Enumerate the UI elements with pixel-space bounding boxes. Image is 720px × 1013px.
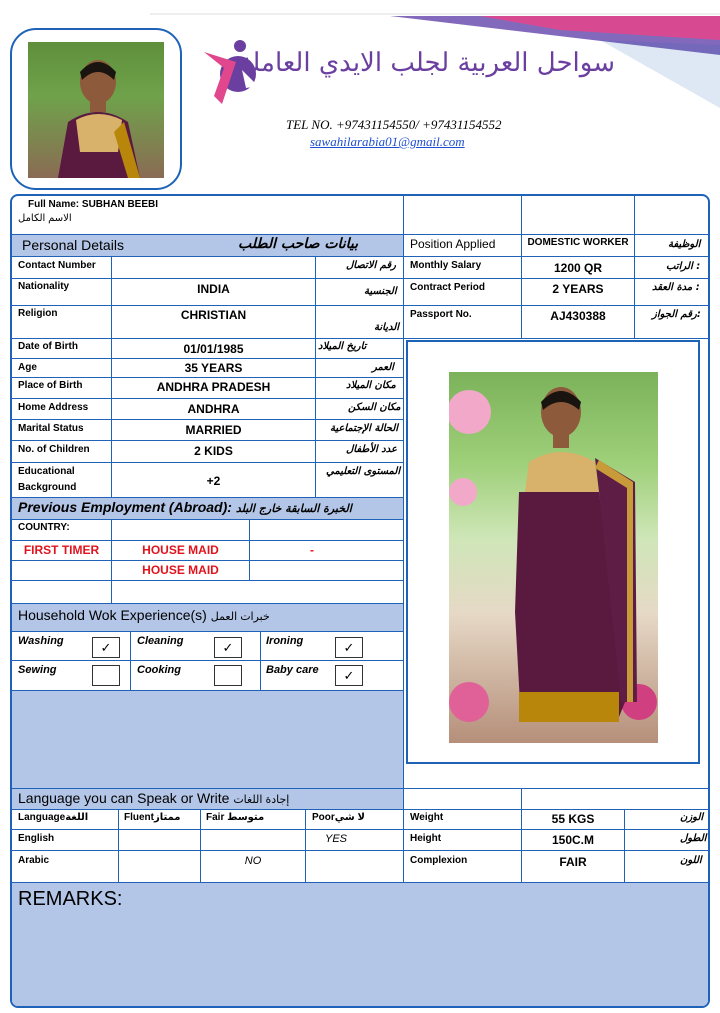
monthly-salary-ar: الراتب :	[666, 261, 701, 272]
personal-details-title: Personal Details	[22, 237, 124, 253]
remarks-title: REMARKS:	[18, 888, 123, 910]
marital-status-ar: الحالة الإجتماعية	[330, 423, 399, 434]
personal-details-title-ar: بيانات صاحب الطلب	[238, 236, 359, 252]
language-col-poor: Poorلا شي	[312, 812, 365, 823]
skill-sewing-label: Sewing	[18, 664, 57, 676]
skill-sewing-checkbox[interactable]	[92, 665, 120, 686]
employment-row1-period: -	[310, 543, 314, 557]
full-body-photo	[449, 372, 658, 743]
religion-value: CHRISTIAN	[180, 308, 247, 322]
monthly-salary-label: Monthly Salary	[410, 260, 482, 271]
language-col-fluent: Fluentممتاز	[124, 812, 181, 823]
skill-cooking-checkbox[interactable]	[214, 665, 242, 686]
skill-washing-label: Washing	[18, 635, 64, 647]
language-arabic-fair: NO	[244, 855, 262, 867]
religion-label: Religion	[18, 308, 58, 319]
skill-ironing-label: Ironing	[266, 635, 304, 647]
household-title-en: Household Wok Experience(s)	[18, 607, 207, 623]
home-address-label: Home Address	[18, 402, 89, 413]
skill-babycare-checkbox[interactable]: ✓	[335, 665, 363, 686]
nationality-label: Nationality	[18, 281, 70, 292]
education-value: +2	[206, 474, 221, 488]
education-label-line1: Educational	[18, 466, 75, 477]
children-label: No. of Children	[18, 444, 90, 455]
education-label-line2: Background	[18, 482, 77, 493]
full-name-ar: الاسم الكامل	[18, 213, 72, 224]
employment-row1-country: FIRST TIMER	[23, 543, 100, 557]
language-title-en: Language you can Speak or Write	[18, 790, 230, 806]
company-name-ar: سواحل العربية لجلب الايدي العاملة	[238, 48, 615, 78]
age-value: 35 YEARS	[184, 361, 243, 375]
language-english-poor: YES	[324, 833, 347, 845]
children-ar: عدد الأطفال	[346, 444, 397, 455]
language-title-ar: إجادة اللغات	[233, 794, 290, 806]
country-label: COUNTRY:	[18, 522, 70, 533]
full-name: Full Name: SUBHAN BEEBI	[28, 199, 159, 210]
household-title	[18, 608, 270, 623]
language-title	[18, 791, 289, 806]
height-ar: الطول	[680, 833, 707, 844]
skill-cleaning-label: Cleaning	[137, 635, 184, 647]
complexion-label: Complexion	[410, 855, 468, 866]
monthly-salary-value: 1200 QR	[553, 261, 603, 275]
position-applied-label: Position Applied	[410, 237, 496, 251]
dob-ar: تاريخ الميلاد	[318, 341, 367, 352]
weight-value: 55 KGS	[551, 812, 595, 826]
weight-ar: الوزن	[680, 812, 704, 823]
passport-photo	[28, 42, 164, 178]
skill-ironing-checkbox[interactable]: ✓	[335, 637, 363, 658]
nationality-value: INDIA	[197, 282, 230, 296]
passport-ar: رقم الجواز:	[652, 309, 701, 320]
place-of-birth-ar: مكان الميلاد	[346, 380, 396, 391]
dob-value: 01/01/1985	[183, 342, 244, 356]
skill-cleaning-checkbox[interactable]: ✓	[214, 637, 242, 658]
age-ar: العمر	[372, 362, 394, 373]
employment-row2-position: HOUSE MAID	[142, 563, 219, 577]
place-of-birth-label: Place of Birth	[18, 380, 83, 391]
height-value: 150C.M	[551, 833, 595, 847]
language-col-language: Languageاللغة	[18, 812, 89, 823]
education-ar: المستوى التعليمي	[326, 466, 401, 477]
employment-title-en: Previous Employment (Abroad):	[18, 499, 232, 515]
employment-row1-position: HOUSE MAID	[142, 543, 219, 557]
home-address-value: ANDHRA	[187, 402, 240, 416]
skill-babycare-label: Baby care	[266, 664, 319, 676]
skill-washing-checkbox[interactable]: ✓	[92, 637, 120, 658]
household-lower-fill	[12, 690, 404, 788]
complexion-ar: اللون	[680, 855, 702, 866]
skill-cooking-label: Cooking	[137, 664, 181, 676]
contract-period-value: 2 YEARS	[552, 282, 604, 296]
marital-status-label: Marital Status	[18, 423, 84, 434]
telephone: TEL NO. +97431154550/ +97431154552	[286, 117, 502, 132]
position-applied-ar: الوظيفة	[668, 239, 701, 250]
language-english: English	[18, 833, 55, 844]
household-title-ar: خبرات العمل	[210, 611, 270, 623]
employment-title	[18, 500, 352, 514]
contact-number-ar: رقم الاتصال	[346, 260, 396, 271]
weight-label: Weight	[410, 812, 444, 823]
marital-status-value: MARRIED	[185, 423, 242, 437]
contract-period-ar: مدة العقد :	[652, 282, 700, 293]
employment-title-ar: الخبرة السابقة خارج البلد	[235, 502, 352, 515]
email-link[interactable]: sawahilarabia01@gmail.com	[310, 134, 465, 149]
children-value: 2 KIDS	[194, 444, 233, 458]
height-label: Height	[410, 833, 442, 844]
nationality-ar: الجنسية	[364, 286, 397, 297]
position-applied-value: DOMESTIC WORKER	[527, 237, 629, 248]
age-label: Age	[18, 362, 37, 373]
contract-period-label: Contract Period	[410, 282, 486, 293]
religion-ar: الديانة	[374, 322, 400, 333]
passport-value: AJ430388	[550, 309, 606, 323]
home-address-ar: مكان السكن	[348, 402, 401, 413]
place-of-birth-value: ANDHRA PRADESH	[156, 380, 271, 394]
passport-label: Passport No.	[410, 309, 472, 320]
contact-number-label: Contact Number	[18, 260, 96, 271]
language-col-fair: Fair متوسط	[206, 812, 265, 823]
dob-label: Date of Birth	[18, 341, 78, 352]
language-arabic: Arabic	[18, 855, 50, 866]
complexion-value: FAIR	[559, 855, 587, 869]
